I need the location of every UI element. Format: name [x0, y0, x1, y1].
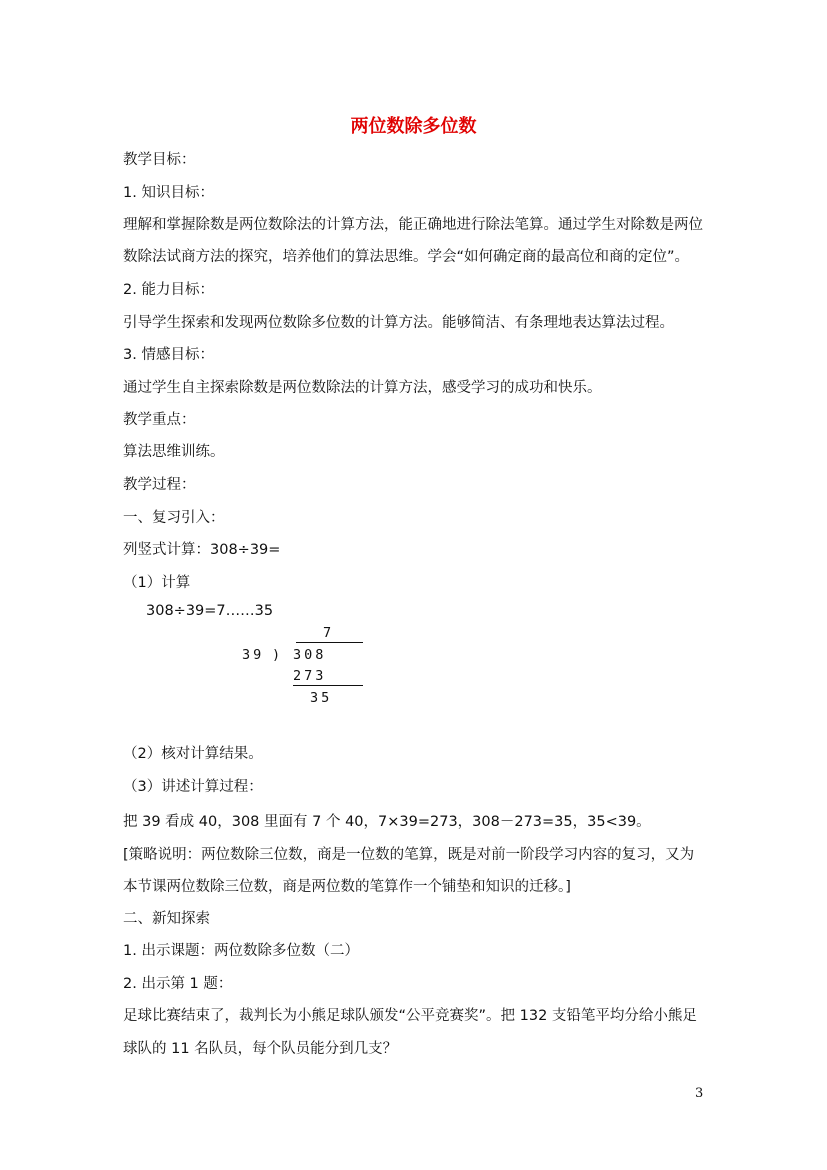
text-line: 教学目标： — [123, 152, 196, 168]
text-line: 把 39 看成 40，308 里面有 7 个 40，7×39=273，308－273=35，35<39。 — [123, 814, 651, 830]
text-line: 一、复习引入： — [123, 510, 225, 526]
text-line: 二、新知探索 — [123, 911, 210, 927]
text-line: （2）核对计算结果。 — [123, 746, 263, 762]
text-line: 本节课两位数除三位数，商是两位数的笔算作一个铺垫和知识的迁移。] — [123, 879, 571, 895]
text-line: 通过学生自主探索除数是两位数除法的计算方法，感受学习的成功和快乐。 — [123, 380, 602, 396]
document-title: 两位数除多位数 — [350, 116, 477, 137]
text-line: （1）计算 — [123, 575, 191, 591]
text-line: 引导学生探索和发现两位数除多位数的计算方法。能够简洁、有条理地表达算法过程。 — [123, 315, 674, 331]
page-number: 3 — [695, 1086, 704, 1101]
text-line: 足球比赛结束了，裁判长为小熊足球队颁发“公平竞赛奖”。把 132 支铅笔平均分给小熊足 — [123, 1008, 697, 1024]
text-line: 算法思维训练。 — [123, 444, 225, 460]
division-divisor: 39 — [242, 647, 265, 663]
text-line: 308÷39=7……35 — [146, 603, 274, 619]
text-line: 数除法试商方法的探究，培养他们的算法思维。学会“如何确定商的最高位和商的定位”。 — [123, 249, 690, 265]
text-line: 1. 出示课题：两位数除多位数（二） — [123, 943, 359, 959]
text-line: 3. 情感目标： — [123, 347, 214, 363]
division-bar-top — [296, 642, 363, 643]
division-bar-bottom — [293, 685, 363, 686]
text-line: [策略说明：两位数除三位数，商是一位数的笔算，既是对前一阶段学习内容的复习，又为 — [123, 847, 695, 863]
division-quotient: 7 — [323, 625, 335, 641]
text-line: 理解和掌握除数是两位数除法的计算方法，能正确地进行除法笔算。通过学生对除数是两位 — [123, 217, 703, 233]
text-line: 球队的 11 名队员，每个队员能分到几支？ — [123, 1041, 398, 1057]
division-bracket: ) — [272, 647, 284, 663]
text-line: 教学过程： — [123, 477, 196, 493]
text-line: 2. 出示第 1 题： — [123, 976, 233, 992]
text-line: 教学重点： — [123, 412, 196, 428]
division-product: 273 — [293, 668, 327, 684]
text-line: 1. 知识目标： — [123, 185, 214, 201]
text-line: 列竖式计算：308÷39= — [123, 542, 281, 558]
division-dividend: 308 — [293, 647, 327, 663]
text-line: （3）讲述计算过程： — [123, 779, 263, 795]
division-remainder: 35 — [310, 690, 333, 706]
text-line: 2. 能力目标： — [123, 282, 214, 298]
